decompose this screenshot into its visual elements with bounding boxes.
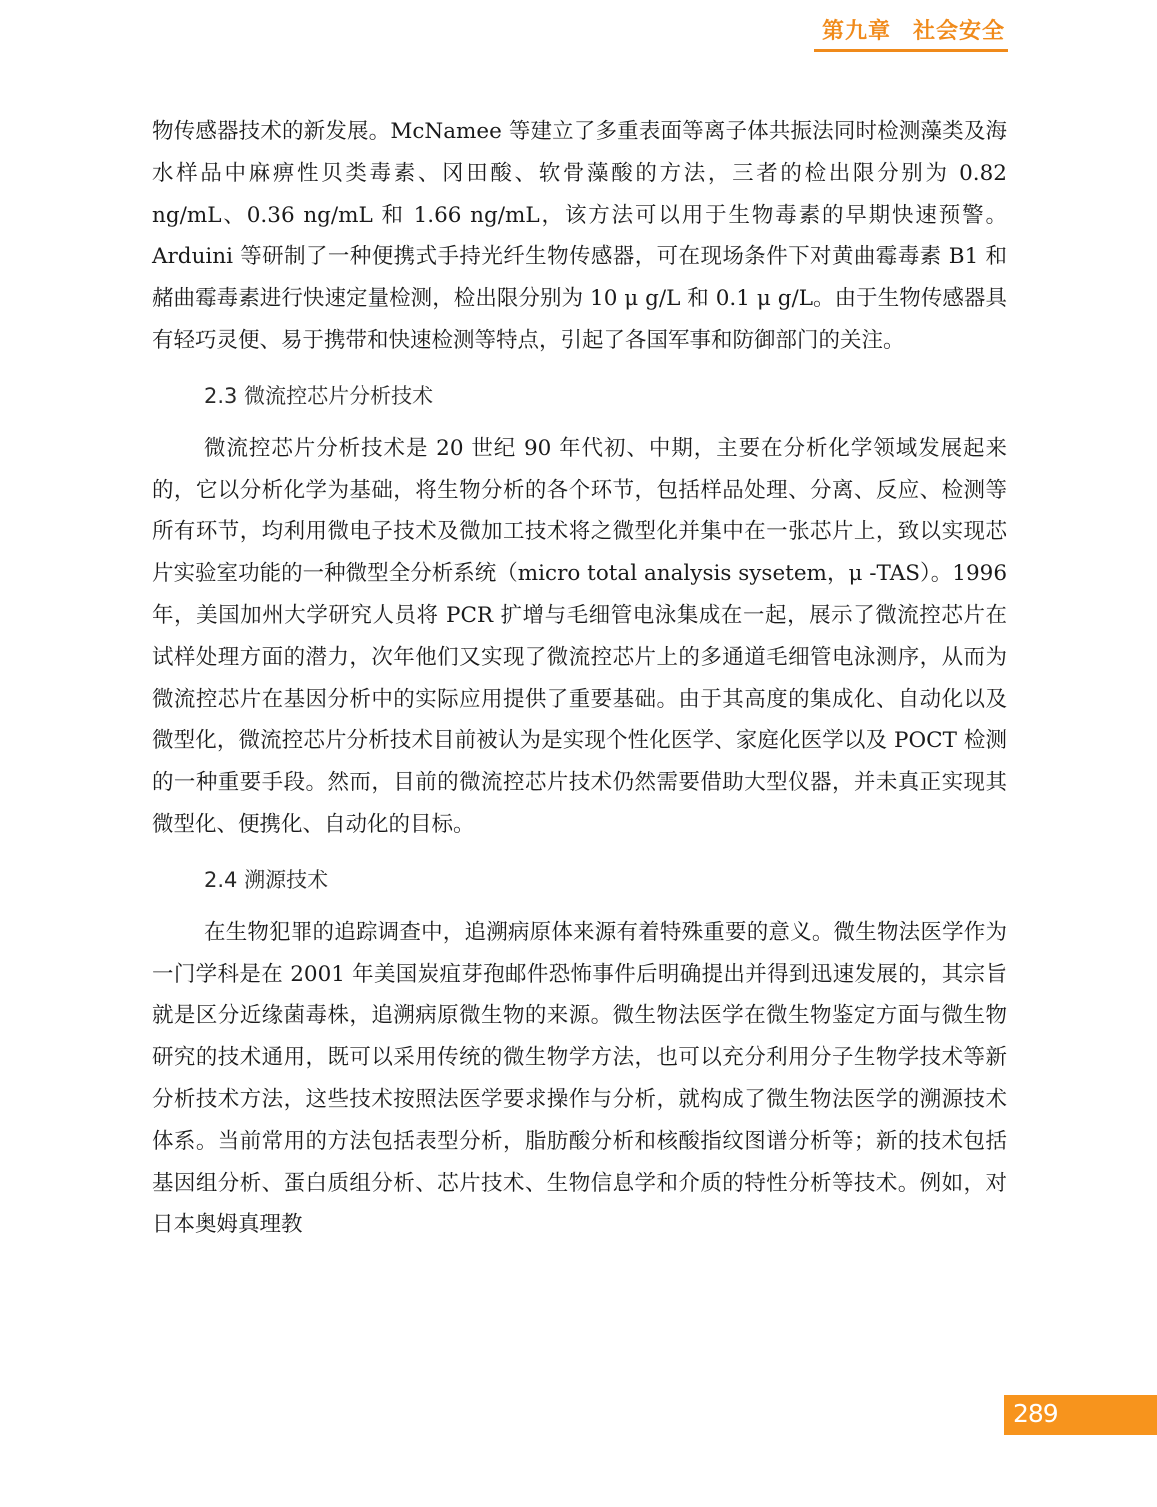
- section-heading-2-3: 2.3 微流控芯片分析技术: [204, 383, 434, 408]
- body-paragraph-3: 在生物犯罪的追踪调查中，追溯病原体来源有着特殊重要的意义。微生物法医学作为一门学科是在 2001 年美国炭疽芽孢邮件恐怖事件后明确提出并得到迅速发展的，其宗旨就是区分近缘菌毒株，追溯病原微生物的来源。微生物法医学在微生物鉴定方面与微生物研究的技术通用，既可以采用传统的微生物学方法，也可以充分利用分子生物学技术等新分析技术方法，这些技术按照法医学要求操作与分析，就构成了微生物法医学的溯源技术体系。当前常用的方法包括表型分析，脂肪酸分析和核酸指纹图谱分析等；新的技术包括基因组分析、蛋白质组分析、芯片技术、生物信息学和介质的特性分析等技术。例如，对日本奥姆真理教: [152, 919, 1007, 1238]
- page-number: 289: [1013, 1399, 1058, 1428]
- chapter-title: 社会安全: [912, 19, 1005, 44]
- chapter-number: 第九章: [821, 19, 891, 44]
- page-body: [152, 111, 1007, 1246]
- page-number-tab: [1004, 1395, 1157, 1435]
- chapter-header: [822, 14, 1005, 45]
- chapter-header-underline: [814, 49, 1008, 52]
- body-paragraph-2: 微流控芯片分析技术是 20 世纪 90 年代初、中期，主要在分析化学领域发展起来的，它以分析化学为基础，将生物分析的各个环节，包括样品处理、分离、反应、检测等所有环节，均利用微电子技术及微加工技术将之微型化并集中在一张芯片上，致以实现芯片实验室功能的一种微型全分析系统（micro total analysis sysetem，μ -TAS）。1996 年，美国加州大学研究人员将 PCR 扩增与毛细管电泳集成在一起，展示了微流控芯片在试样处理方面的潜力，次年他们又实现了微流控芯片上的多通道毛细管电泳测序，从而为微流控芯片在基因分析中的实际应用提供了重要基础。由于其高度的集成化、自动化以及微型化，微流控芯片分析技术目前被认为是实现个性化医学、家庭化医学以及 POCT 检测的一种重要手段。然而，目前的微流控芯片技术仍然需要借助大型仪器，并未真正实现其微型化、便携化、自动化的目标。: [152, 435, 1007, 837]
- body-paragraph-1: 物传感器技术的新发展。McNamee 等建立了多重表面等离子体共振法同时检测藻类及海水样品中麻痹性贝类毒素、冈田酸、软骨藻酸的方法，三者的检出限分别为 0.82 ng/mL、0.36 ng/mL 和 1.66 ng/mL，该方法可以用于生物毒素的早期快速预警。Arduini 等研制了一种便携式手持光纤生物传感器，可在现场条件下对黄曲霉毒素 B1 和赭曲霉毒素进行快速定量检测，检出限分别为 10 μ g/L 和 0.1 μ g/L。由于生物传感器具有轻巧灵便、易于携带和快速检测等特点，引起了各国军事和防御部门的关注。: [152, 119, 1007, 353]
- section-heading-2-4: 2.4 溯源技术: [204, 867, 329, 892]
